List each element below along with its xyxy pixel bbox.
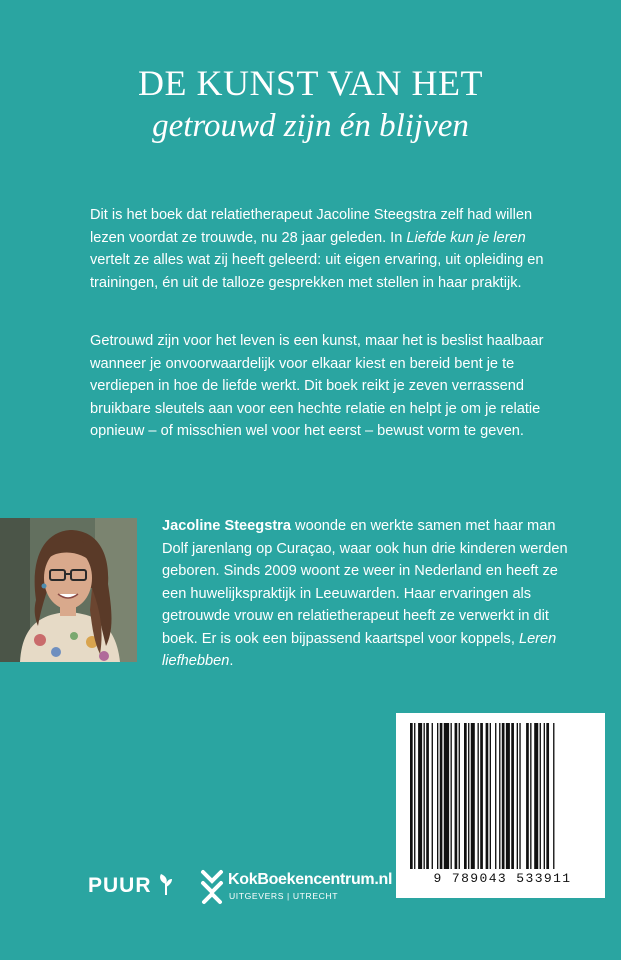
author-name: Jacoline Steegstra	[162, 518, 291, 534]
barcode-bar	[418, 723, 422, 869]
barcode-bar	[486, 723, 489, 869]
author-bio-end: .	[229, 653, 234, 669]
card-game-title: Leren liefhebben	[162, 630, 557, 669]
author-photo	[0, 518, 137, 662]
barcode-bar	[464, 723, 467, 869]
title-line-2: getrouwd zijn én blijven	[152, 108, 469, 144]
barcode-bar	[495, 723, 496, 869]
barcode-bar	[526, 723, 529, 869]
title-line-1: DE KUNST VAN HET	[137, 63, 484, 103]
barcode-bar	[553, 723, 554, 869]
barcode-bar	[480, 723, 483, 869]
barcode-bar	[540, 723, 541, 869]
author-bio	[162, 515, 582, 673]
barcode-bar	[426, 723, 429, 869]
kokboekencentrum-logo-icon	[199, 869, 225, 905]
barcode-bar	[534, 723, 538, 869]
kokboekencentrum-subtitle: UITGEVERS | UTRECHT	[229, 891, 339, 901]
barcode-bar	[511, 723, 514, 869]
author-bio-text: woonde en werkte samen met haar man Dolf jarenlang op Curaçao, waar ook hun drie kinderen werden geboren. Sinds 2009 woont ze weer in Nederland en heeft ze een huwelijkspraktijk in Leeuwarden. Haar ervaringen als getrouwde vrouw en relatietherapeut heeft ze verwerkt in dit boek. Er is ook een bijpassend kaartspel voor koppels,	[162, 518, 568, 647]
author-portrait-image	[0, 518, 137, 662]
barcode-bar	[455, 723, 458, 869]
barcode-bar	[468, 723, 469, 869]
leaf-icon	[159, 874, 173, 896]
description-paragraph-2: Getrouwd zijn voor het leven is een kunst, maar het is beslist haalbaar wanneer je onvoorwaardelijk voor elkaar kiest en bereid bent je te verdiepen in hoe de liefde werkt. Dit boek reikt je zeven verrassend bruikbare sleutels aan voor een hechte relatie en helpt je om je relatie opnieuw – of misschien wel voor het eerst – bewust vorm te geven.	[90, 333, 544, 439]
puur-logo: PUUR	[88, 874, 152, 897]
barcode-bar	[432, 723, 433, 869]
barcode-bar	[546, 723, 549, 869]
barcode-bar	[517, 723, 518, 869]
isbn-digits: 9 789043 533911	[433, 871, 572, 886]
kokboekencentrum-logo: KokBoekencentrum.nl	[228, 871, 393, 888]
barcode-bar	[502, 723, 505, 869]
barcode-bar	[424, 723, 425, 869]
barcode-bar	[451, 723, 452, 869]
barcode-bar	[459, 723, 460, 869]
isbn-barcode	[396, 713, 605, 898]
barcode-bar	[519, 723, 520, 869]
barcode-bar	[530, 723, 531, 869]
barcode-bar	[544, 723, 545, 869]
barcode-bars	[396, 713, 605, 873]
barcode-bar	[414, 723, 415, 869]
barcode-bar	[478, 723, 479, 869]
barcode-bar	[490, 723, 491, 869]
title-block	[0, 62, 621, 146]
barcode-bar	[437, 723, 438, 869]
description-paragraph-1	[90, 204, 545, 294]
barcode-bar	[506, 723, 510, 869]
barcode-bar	[471, 723, 475, 869]
barcode-bar	[440, 723, 443, 869]
barcode-bar	[499, 723, 500, 869]
barcode-bar	[410, 723, 413, 869]
para1-text-b: vertelt ze alles wat zij heeft geleerd: uit eigen ervaring, uit opleiding en trainingen, én uit de talloze gesprekken met stellen in haar praktijk.	[90, 252, 544, 291]
barcode-bar	[444, 723, 449, 869]
para1-text-a: Dit is het boek dat relatietherapeut Jacoline Steegstra zelf had willen lezen voordat ze trouwde, nu 28 jaar geleden. In	[90, 207, 533, 246]
book-title-italic: Liefde kun je leren	[406, 229, 526, 246]
